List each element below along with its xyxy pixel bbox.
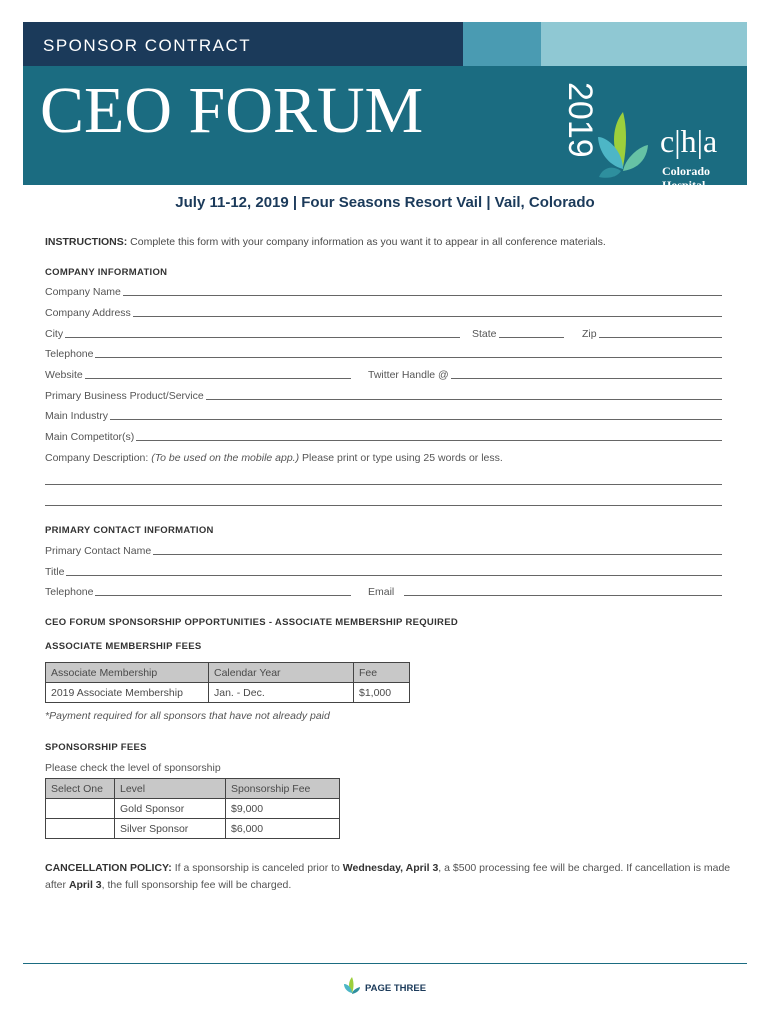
contact-email-label: Email — [368, 586, 395, 598]
primary-product-field[interactable] — [45, 390, 722, 402]
state-field[interactable] — [472, 328, 564, 340]
city-label: City — [45, 328, 64, 340]
cancellation-date-2: April 3 — [68, 879, 102, 891]
cha-sub-line1: Colorado Hospital — [662, 164, 710, 192]
table-cell: Jan. - Dec. — [209, 683, 354, 703]
description-line-1[interactable] — [45, 484, 722, 485]
contact-name-label: Primary Contact Name — [45, 545, 152, 557]
table-header-row — [46, 779, 340, 799]
zip-field[interactable] — [582, 328, 722, 340]
payment-note: *Payment required for all sponsors that have not already paid — [45, 710, 330, 722]
instructions — [45, 236, 606, 248]
company-name-field[interactable] — [45, 286, 722, 298]
table-row — [46, 683, 410, 703]
column-header: Calendar Year — [209, 663, 354, 683]
sponsorship-instruction: Please check the level of sponsorship — [45, 762, 221, 774]
description-line-2[interactable] — [45, 505, 722, 506]
contract-label: SPONSOR CONTRACT — [43, 36, 252, 55]
cancellation-text-2: , a $500 processing fee will be charged. If cancellation is made after — [45, 862, 731, 891]
company-description-label — [45, 452, 722, 464]
instructions-text: Complete this form with your company information as you want it to appear in all conference materials. — [127, 236, 606, 248]
forum-title: CEO FORUM — [40, 74, 424, 147]
table-cell: $6,000 — [226, 819, 340, 839]
zip-label: Zip — [582, 328, 597, 340]
header-top-accent — [463, 22, 541, 66]
table-cell: $9,000 — [226, 799, 340, 819]
instructions-label: INSTRUCTIONS: — [45, 236, 128, 248]
table-cell: 2019 Associate Membership — [46, 683, 209, 703]
main-competitors-field[interactable] — [45, 431, 722, 443]
silver-select-checkbox[interactable] — [46, 819, 115, 839]
company-address-field[interactable] — [45, 307, 722, 319]
main-competitors-label: Main Competitor(s) — [45, 431, 135, 443]
cha-sub-line2: Association — [662, 192, 721, 206]
website-label: Website — [45, 369, 83, 381]
leaf-logo-icon — [343, 976, 361, 996]
column-header: Select One — [46, 779, 115, 799]
company-info-heading: COMPANY INFORMATION — [45, 267, 168, 278]
cancellation-policy — [45, 860, 735, 894]
main-industry-label: Main Industry — [45, 410, 109, 422]
sponsorship-fees-heading: SPONSORSHIP FEES — [45, 742, 147, 753]
table-cell: $1,000 — [354, 683, 410, 703]
telephone-label: Telephone — [45, 348, 94, 360]
description-instructions: Please print or type using 25 words or less. — [299, 452, 503, 464]
contact-title-label: Title — [45, 566, 65, 578]
contact-title-field[interactable] — [45, 566, 722, 578]
column-header: Level — [115, 779, 226, 799]
column-header: Associate Membership — [46, 663, 209, 683]
cancellation-label: CANCELLATION POLICY: — [45, 862, 172, 874]
telephone-field[interactable] — [45, 348, 722, 360]
primary-product-label: Primary Business Product/Service — [45, 390, 204, 402]
company-address-label: Company Address — [45, 307, 131, 319]
event-details: July 11-12, 2019 | Four Seasons Resort Vail | Vail, Colorado — [175, 194, 595, 211]
cancellation-text-1: If a sponsorship is canceled prior to — [171, 862, 343, 874]
cancellation-text-3: , the full sponsorship fee will be charged. — [101, 879, 292, 891]
contact-telephone-label: Telephone — [45, 586, 94, 598]
opportunities-heading: CEO FORUM SPONSORSHIP OPPORTUNITIES - ASSOCIATE MEMBERSHIP REQUIRED — [45, 617, 458, 628]
footer-divider — [23, 963, 747, 964]
table-row — [46, 799, 340, 819]
website-field[interactable] — [45, 369, 351, 381]
membership-fees-heading: ASSOCIATE MEMBERSHIP FEES — [45, 641, 202, 652]
table-cell: Gold Sponsor — [115, 799, 226, 819]
column-header: Fee — [354, 663, 410, 683]
contact-email-field[interactable] — [368, 586, 722, 598]
main-industry-field[interactable] — [45, 410, 722, 422]
gold-select-checkbox[interactable] — [46, 799, 115, 819]
state-label: State — [472, 328, 497, 340]
table-row — [46, 819, 340, 839]
contact-name-field[interactable] — [45, 545, 722, 557]
cha-leaf-logo-icon — [593, 107, 653, 182]
header-top-pattern — [541, 22, 747, 66]
description-label: Company Description: — [45, 452, 149, 464]
twitter-field[interactable] — [368, 369, 722, 381]
column-header: Sponsorship Fee — [226, 779, 340, 799]
city-field[interactable] — [45, 328, 460, 340]
cha-logo-text: c|h|a — [660, 123, 718, 159]
table-cell: Silver Sponsor — [115, 819, 226, 839]
membership-fees-table — [45, 662, 410, 703]
description-note: (To be used on the mobile app.) — [151, 452, 300, 464]
sponsorship-fees-table — [45, 778, 340, 839]
company-name-label: Company Name — [45, 286, 121, 298]
contact-telephone-field[interactable] — [45, 586, 351, 598]
primary-contact-heading: PRIMARY CONTACT INFORMATION — [45, 525, 214, 536]
table-header-row — [46, 663, 410, 683]
cancellation-date-1: Wednesday, April 3 — [342, 862, 439, 874]
twitter-label: Twitter Handle @ — [368, 369, 449, 381]
year-text: 2019 — [561, 82, 599, 158]
page-number: PAGE THREE — [365, 983, 427, 994]
